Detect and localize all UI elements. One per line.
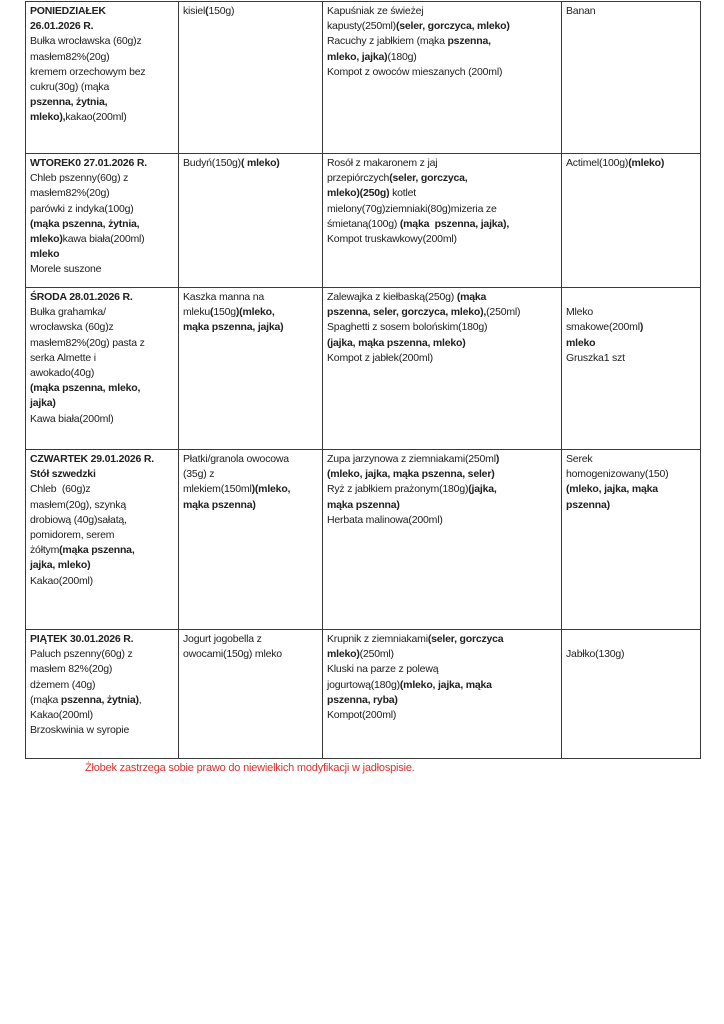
menu-line [327, 202, 558, 217]
menu-line [30, 202, 175, 217]
menu-line [30, 80, 175, 95]
menu-line [30, 156, 175, 171]
menu-line [183, 4, 319, 19]
menu-text: Kakao(200ml) [30, 574, 93, 587]
allergen-bold-text: mąka pszenna) [327, 498, 400, 511]
menu-line [566, 452, 697, 467]
menu-text: Kompot z owoców mieszanych (200ml) [327, 65, 503, 78]
menu-table [25, 1, 701, 759]
menu-line [183, 467, 319, 482]
menu-line [183, 305, 319, 320]
menu-text: Kakao(200ml) [30, 709, 93, 722]
menu-text: awokado(40g) [30, 367, 95, 380]
allergen-bold-text: (seler, gorczyca, [389, 172, 468, 185]
menu-text: Rosół z makaronem z jaj [327, 157, 438, 169]
menu-text: , [138, 693, 142, 706]
menu-row-wtorek [26, 154, 701, 288]
menu-line [327, 693, 558, 708]
menu-cell-wtorek-lunch [323, 154, 562, 288]
menu-line [327, 482, 558, 497]
menu-text: parówki z indyka(100g) [30, 202, 134, 215]
allergen-bold-text: pszenna, [447, 35, 491, 48]
menu-line [183, 632, 319, 647]
menu-line [30, 336, 175, 351]
menu-line [566, 336, 697, 351]
menu-line [183, 647, 319, 662]
allergen-bold-text: mleko) [30, 233, 63, 246]
allergen-bold-text: pszenna, żytnia, [30, 96, 108, 109]
menu-line [327, 320, 558, 335]
menu-text: Chleb pszenny(60g) z [30, 172, 129, 185]
menu-text: masłem 82%(20g) [30, 663, 113, 676]
menu-line [327, 498, 558, 513]
menu-line [566, 482, 697, 497]
menu-line [30, 723, 175, 738]
menu-cell-poniedzialek-afternoon-snack [562, 2, 701, 154]
menu-line [30, 50, 175, 65]
menu-line [30, 632, 175, 647]
menu-line [30, 34, 175, 49]
menu-cell-poniedzialek-lunch [323, 2, 562, 154]
menu-text: kakao(200ml) [65, 111, 127, 124]
menu-line [30, 513, 175, 528]
allergen-bold-text: pszenna, żytnia) [60, 693, 139, 706]
menu-line [327, 708, 558, 723]
allergen-bold-text: PIĄTEK 30.01.2026 R. [30, 633, 134, 645]
menu-text: przepiórczych [327, 172, 390, 185]
allergen-bold-text: ) [639, 321, 644, 334]
allergen-bold-text: (mąka pszenna, jajka), [399, 217, 510, 230]
menu-line [327, 632, 558, 647]
menu-line [327, 65, 558, 80]
menu-line [566, 320, 697, 335]
menu-line [183, 290, 319, 305]
menu-line [327, 19, 558, 34]
menu-line [30, 171, 175, 186]
menu-line [30, 452, 175, 467]
menu-line [566, 305, 697, 320]
menu-line [327, 336, 558, 351]
menu-line [566, 647, 697, 662]
menu-line [327, 186, 558, 201]
menu-text: smakowe(200ml [566, 321, 640, 334]
menu-line [183, 482, 319, 497]
menu-text: Kompot truskawkowy(200ml) [327, 233, 457, 246]
menu-text: masłem82%(20g) [30, 187, 110, 200]
menu-text: Actimel(100g) [566, 157, 629, 169]
menu-cell-wtorek-day-breakfast [26, 154, 179, 288]
menu-line [30, 412, 175, 427]
allergen-bold-text: (seler, gorczyca, mleko) [395, 20, 510, 33]
menu-line [30, 708, 175, 723]
allergen-bold-text: mąka pszenna, jajka) [183, 321, 284, 334]
allergen-bold-text: (jajka, [468, 483, 497, 496]
menu-text: Racuchy z jabłkiem (mąka [327, 35, 448, 48]
menu-line [327, 305, 558, 320]
menu-line [566, 498, 697, 513]
allergen-bold-text: )(mleko, [251, 483, 291, 496]
menu-text: (180g) [387, 50, 417, 63]
menu-text: pomidorem, serem [30, 529, 115, 542]
menu-line [30, 574, 175, 589]
menu-cell-czwartek-second-breakfast [179, 450, 323, 630]
menu-line [183, 320, 319, 335]
menu-cell-sroda-afternoon-snack [562, 288, 701, 450]
menu-text: serka Almette i [30, 351, 96, 364]
menu-line [30, 482, 175, 497]
menu-text: Morele suszone [30, 263, 102, 276]
allergen-bold-text: WTOREK0 27.01.2026 R. [30, 157, 147, 169]
menu-line [30, 647, 175, 662]
allergen-bold-text: pszenna, seler, gorczyca, mleko), [327, 306, 487, 319]
menu-cell-poniedzialek-second-breakfast [179, 2, 323, 154]
menu-line [566, 4, 697, 19]
allergen-bold-text: mleko)(250g) [327, 187, 390, 200]
menu-line [30, 290, 175, 305]
allergen-bold-text: mleko, jajka) [327, 50, 388, 63]
menu-text: jogurtową(180g) [327, 678, 400, 691]
menu-text: Herbata malinowa(200ml) [327, 513, 443, 526]
allergen-bold-text: (mąka pszenna, żytnia, [30, 217, 140, 230]
menu-cell-czwartek-day-breakfast [26, 450, 179, 630]
menu-text: cukru(30g) (mąka [30, 81, 110, 94]
menu-text: (35g) z [183, 468, 215, 481]
menu-text: Kapuśniak ze świeżej [327, 5, 424, 17]
allergen-bold-text: ) [495, 453, 500, 465]
menu-line [327, 678, 558, 693]
menu-line [30, 693, 175, 708]
menu-line [30, 262, 175, 277]
menu-text: Paluch pszenny(60g) z [30, 648, 133, 661]
menu-text: Jabłko(130g) [566, 648, 625, 661]
menu-line [327, 662, 558, 677]
menu-text: (250ml) [359, 648, 394, 661]
menu-text: (250ml) [486, 306, 521, 319]
menu-text: 150g) [208, 5, 235, 17]
menu-cell-sroda-lunch [323, 288, 562, 450]
menu-text: kisiel [183, 5, 206, 17]
menu-cell-czwartek-afternoon-snack [562, 450, 701, 630]
allergen-bold-text: jajka) [30, 397, 56, 410]
menu-line [30, 528, 175, 543]
menu-cell-piatek-second-breakfast [179, 630, 323, 759]
menu-text: mleku [183, 306, 211, 319]
menu-line [30, 4, 175, 19]
menu-line [30, 543, 175, 558]
menu-text: żółtym [30, 544, 60, 557]
menu-line [30, 381, 175, 396]
allergen-bold-text: CZWARTEK 29.01.2026 R. [30, 453, 154, 465]
allergen-bold-text: ( mleko) [240, 157, 280, 169]
menu-line [566, 290, 697, 305]
menu-line [30, 217, 175, 232]
allergen-bold-text: (mąka pszenna, mleko, [30, 382, 141, 395]
allergen-bold-text: (mąka [456, 291, 487, 303]
menu-text: owocami(150g) mleko [183, 648, 282, 661]
menu-text: śmietaną(100g) [327, 217, 400, 230]
menu-line [327, 50, 558, 65]
menu-line [327, 452, 558, 467]
menu-line [327, 232, 558, 247]
allergen-bold-text: 26.01.2026 R. [30, 20, 94, 33]
allergen-bold-text: PONIEDZIAŁEK [30, 5, 106, 17]
menu-line [30, 320, 175, 335]
allergen-bold-text: mleko), [30, 111, 66, 124]
allergen-bold-text: (jajka, mąka pszenna, mleko) [327, 336, 466, 349]
allergen-bold-text: )(mleko, [235, 306, 275, 319]
allergen-bold-text: pszenna) [566, 498, 610, 511]
menu-line [30, 351, 175, 366]
menu-line [327, 4, 558, 19]
menu-line [183, 452, 319, 467]
menu-line [566, 467, 697, 482]
menu-cell-sroda-day-breakfast [26, 288, 179, 450]
menu-text: mielony(70g)ziemniaki(80g)mizeria ze [327, 202, 497, 215]
menu-line [183, 498, 319, 513]
menu-text: kremem orzechowym bez [30, 65, 146, 78]
menu-cell-piatek-afternoon-snack [562, 630, 701, 759]
menu-row-poniedzialek [26, 2, 701, 154]
allergen-bold-text: mleko [566, 336, 596, 349]
menu-line [566, 632, 697, 647]
allergen-bold-text: mąka pszenna) [183, 498, 256, 511]
menu-text: Kaszka manna na [183, 291, 265, 303]
allergen-bold-text: (mleko, jajka, mąka [399, 678, 492, 691]
menu-line [566, 351, 697, 366]
menu-line [327, 171, 558, 186]
menu-line [30, 110, 175, 125]
menu-text: homogenizowany(150) [566, 468, 669, 481]
menu-text: drobiową (40g)sałatą, [30, 513, 127, 526]
menu-text: (mąka [30, 693, 61, 706]
menu-text: Banan [566, 5, 596, 17]
menu-line [30, 95, 175, 110]
menu-text: Budyń(150g) [183, 157, 241, 169]
menu-line [30, 19, 175, 34]
menu-text: Kompot z jabłek(200ml) [327, 351, 433, 364]
menu-line [327, 351, 558, 366]
allergen-bold-text: ŚRODA 28.01.2026 R. [30, 291, 133, 303]
allergen-bold-text: ( [205, 5, 209, 17]
menu-line [183, 156, 319, 171]
allergen-bold-text: ( [210, 306, 214, 319]
menu-line [566, 156, 697, 171]
menu-cell-wtorek-afternoon-snack [562, 154, 701, 288]
menu-text: masłem82%(20g) pasta z [30, 336, 145, 349]
menu-text: Zalewajka z kiełbaską(250g) [327, 291, 457, 303]
allergen-bold-text: pszenna, ryba) [327, 693, 398, 706]
menu-line [327, 34, 558, 49]
menu-line [30, 662, 175, 677]
menu-line [30, 498, 175, 513]
menu-line [327, 156, 558, 171]
menu-cell-czwartek-lunch [323, 450, 562, 630]
menu-text: Brzoskwinia w syropie [30, 724, 130, 737]
menu-text: dżemem (40g) [30, 678, 96, 691]
menu-row-sroda [26, 288, 701, 450]
menu-line [327, 467, 558, 482]
menu-text: Jogurt jogobella z [183, 633, 262, 645]
menu-text: Zupa jarzynowa z ziemniakami(250ml [327, 453, 496, 465]
menu-cell-poniedzialek-day-breakfast [26, 2, 179, 154]
menu-line [30, 396, 175, 411]
menu-line [30, 65, 175, 80]
menu-line [30, 467, 175, 482]
allergen-bold-text: (mleko, jajka, mąka [566, 483, 658, 496]
menu-line [30, 305, 175, 320]
menu-text: Kawa biała(200ml) [30, 412, 114, 425]
menu-cell-sroda-second-breakfast [179, 288, 323, 450]
menu-row-piatek [26, 630, 701, 759]
allergen-bold-text: (mleko) [628, 157, 665, 169]
menu-text: masłem82%(20g) [30, 50, 110, 63]
footer-note: Żłobek zastrzega sobie prawo do niewielkich modyfikacji w jadłospisie. [85, 762, 415, 774]
menu-line [30, 247, 175, 262]
menu-text: mlekiem(150ml [183, 483, 252, 496]
menu-text: Płatki/granola owocowa [183, 453, 289, 465]
menu-line [30, 186, 175, 201]
menu-text: Bułka grahamka/ [30, 306, 106, 319]
menu-text: Bułka wrocławska (60g)z [30, 35, 142, 48]
menu-text: Chleb (60g)z [30, 483, 91, 496]
menu-cell-piatek-day-breakfast [26, 630, 179, 759]
menu-cell-wtorek-second-breakfast [179, 154, 323, 288]
menu-cell-piatek-lunch [323, 630, 562, 759]
menu-line [30, 366, 175, 381]
menu-text: wrocławska (60g)z [30, 321, 114, 334]
menu-text: Ryż z jabłkiem prażonym(180g) [327, 483, 469, 496]
menu-line [327, 513, 558, 528]
allergen-bold-text: Stół szwedzki [30, 468, 96, 481]
menu-text: Krupnik z ziemniakami [327, 633, 428, 645]
menu-line [327, 217, 558, 232]
menu-line [30, 232, 175, 247]
allergen-bold-text: jajka, mleko) [30, 559, 91, 572]
menu-text: kapusty(250ml) [327, 20, 396, 33]
menu-text: Kompot(200ml) [327, 709, 397, 722]
menu-text: kotlet [389, 187, 416, 200]
menu-text: Spaghetti z sosem bolońskim(180g) [327, 321, 488, 334]
menu-line [30, 558, 175, 573]
menu-text: Mleko [566, 306, 594, 319]
menu-text: Gruszka1 szt [566, 351, 625, 364]
menu-text: masłem(20g), szynką [30, 498, 126, 511]
menu-line [327, 647, 558, 662]
menu-text: Serek [566, 453, 593, 465]
allergen-bold-text: (mąka pszenna, [59, 544, 135, 557]
menu-text: 150g [213, 306, 236, 319]
menu-line [327, 290, 558, 305]
menu-row-czwartek [26, 450, 701, 630]
allergen-bold-text: (mleko, jajka, mąka pszenna, seler) [327, 468, 495, 481]
allergen-bold-text: (seler, gorczyca [427, 633, 504, 645]
allergen-bold-text: mleko) [327, 648, 360, 661]
menu-line [30, 678, 175, 693]
menu-text: kawa biała(200ml) [62, 233, 145, 246]
menu-text: Kluski na parze z polewą [327, 663, 439, 676]
allergen-bold-text: mleko [30, 248, 60, 261]
